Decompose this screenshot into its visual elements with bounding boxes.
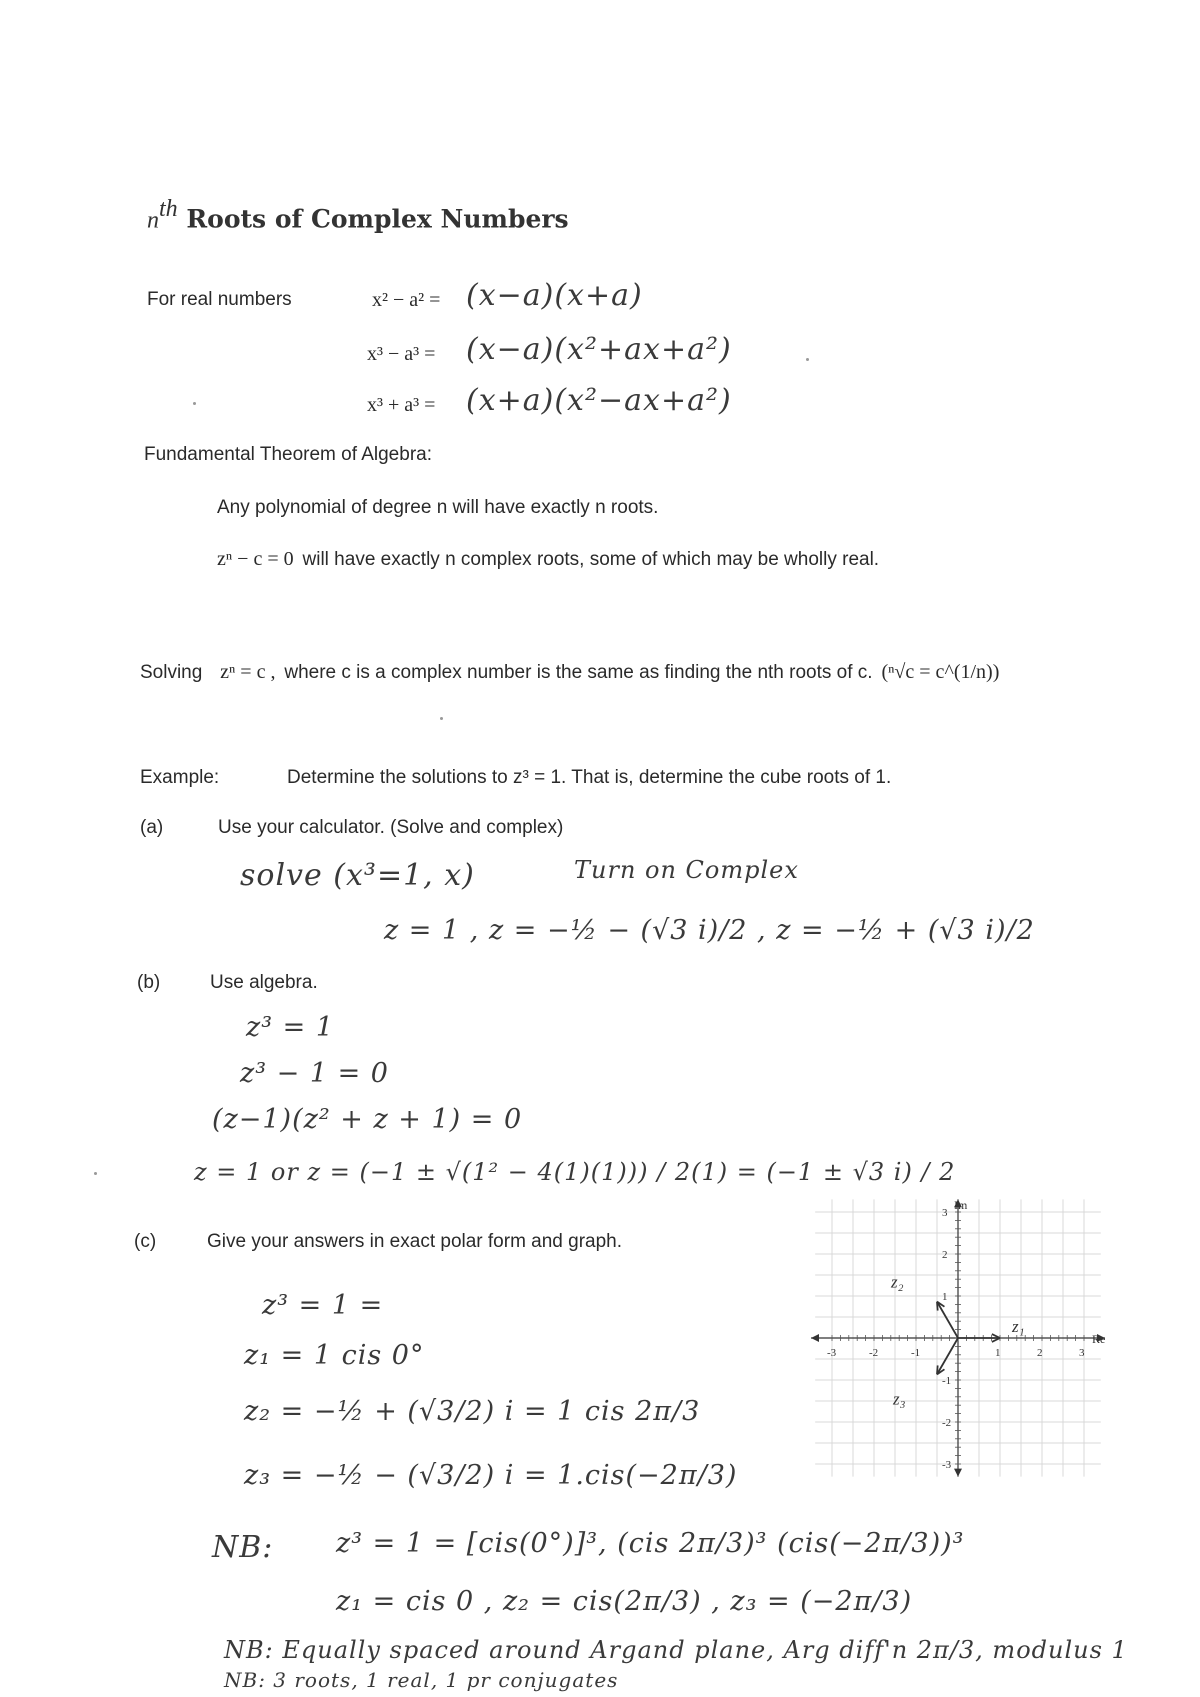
solving-text: where c is a complex number is the same as finding the nth roots of c. — [284, 662, 873, 683]
y-tick-label: 1 — [942, 1291, 948, 1303]
fta-line2 — [217, 548, 879, 571]
root-vector — [937, 1302, 958, 1338]
im-axis-label: Im — [954, 1198, 968, 1212]
fta-line2-text: will have exactly n complex roots, some of which may be wholly real. — [302, 549, 880, 570]
part-c-hand3: z₂ = −½ + (√3/2) i = 1 cis 2π/3 — [244, 1396, 701, 1427]
part-c-hand2: z₁ = 1 cis 0° — [244, 1340, 425, 1371]
y-tick-label: -3 — [942, 1459, 952, 1471]
nb1-hand1: z³ = 1 = [cis(0°)]³, (cis 2π/3)³ (cis(−2π/3))³ — [336, 1528, 965, 1559]
nb1-label: NB: — [212, 1530, 274, 1565]
speck — [193, 402, 196, 405]
fta-line2-math: zⁿ − c = 0 — [217, 548, 294, 570]
solving-formula: (ⁿ√c = c^(1/n)) — [881, 661, 1000, 683]
part-c-hand1: z³ = 1 = — [262, 1290, 384, 1321]
re-axis-label: Re — [1092, 1332, 1106, 1346]
part-b-hand4: z = 1 or z = (−1 ± √(1² − 4(1)(1))) / 2(1) = (−1 ± √3 i) / 2 — [194, 1158, 956, 1186]
root-label: z₃ — [893, 1389, 906, 1409]
page-title: $n^{th}$ Roots of Complex Numbers — [147, 196, 569, 234]
part-b-hand1: z³ = 1 — [246, 1012, 335, 1043]
eq1-handwritten: (x−a)(x+a) — [466, 278, 643, 313]
speck — [440, 717, 443, 720]
solving-math: zⁿ = c , — [220, 661, 276, 683]
eq3-lhs: x³ + a³ = — [367, 394, 436, 416]
part-c-hand4: z₃ = −½ − (√3/2) i = 1.cis(−2π/3) — [244, 1460, 738, 1491]
part-b-hand2: z³ − 1 = 0 — [240, 1058, 389, 1089]
root-label: z₂ — [891, 1272, 904, 1292]
x-tick-label: 1 — [995, 1347, 1001, 1359]
part-c-text: Give your answers in exact polar form and graph. — [207, 1231, 623, 1252]
x-tick-label: 2 — [1037, 1347, 1043, 1359]
solving-line — [140, 661, 999, 684]
solving-label: Solving — [140, 662, 203, 683]
part-b-label: (b) — [137, 972, 161, 993]
part-a-hand1: solve (x³=1, x) — [240, 858, 475, 893]
part-a-hand2: z = 1 , z = −½ − (√3 i)/2 , z = −½ + (√3 i)/2 — [384, 915, 1035, 946]
x-tick-label: -2 — [869, 1347, 879, 1359]
root-label: z₁ — [1012, 1317, 1025, 1336]
x-tick-label: 3 — [1079, 1347, 1085, 1359]
part-a-hand1b: Turn on Complex — [574, 856, 799, 884]
speck — [806, 358, 809, 361]
eq2-handwritten: (x−a)(x²+ax+a²) — [466, 332, 732, 367]
real-numbers-label: For real numbers — [147, 289, 292, 310]
nb2-hand1: NB: Equally spaced around Argand plane, Arg diff'n 2π/3, modulus 1 — [224, 1636, 1128, 1664]
part-a-label: (a) — [140, 817, 164, 838]
y-tick-label: -1 — [942, 1375, 952, 1387]
x-tick-label: -1 — [911, 1347, 921, 1359]
nb1-hand2: z₁ = cis 0 , z₂ = cis(2π/3) , z₃ = (−2π/3) — [336, 1586, 913, 1617]
argand-diagram — [808, 1198, 1108, 1483]
example-text: Determine the solutions to z³ = 1. That is, determine the cube roots of 1. — [287, 767, 892, 788]
part-b-text: Use algebra. — [210, 972, 318, 993]
eq1-lhs: x² − a² = — [372, 289, 441, 311]
y-tick-label: -2 — [942, 1417, 952, 1429]
x-tick-label: -3 — [827, 1347, 837, 1359]
eq2-lhs: x³ − a³ = — [367, 343, 436, 365]
nb2-hand2: NB: 3 roots, 1 real, 1 pr conjugates — [224, 1668, 619, 1692]
speck — [94, 1172, 97, 1175]
y-tick-label: 2 — [942, 1249, 948, 1261]
eq3-handwritten: (x+a)(x²−ax+a²) — [466, 383, 732, 418]
y-tick-label: 3 — [942, 1207, 948, 1219]
root-vector — [937, 1338, 958, 1374]
part-b-hand3: (z−1)(z² + z + 1) = 0 — [212, 1104, 523, 1135]
fta-line1: Any polynomial of degree n will have exactly n roots. — [217, 497, 659, 518]
part-c-label: (c) — [134, 1231, 157, 1252]
part-a-text: Use your calculator. (Solve and complex) — [218, 817, 564, 838]
fta-heading: Fundamental Theorem of Algebra: — [144, 444, 432, 465]
im-axis-arrow-down — [954, 1469, 962, 1477]
re-axis-arrow-left — [811, 1334, 819, 1342]
example-label: Example: — [140, 767, 220, 788]
